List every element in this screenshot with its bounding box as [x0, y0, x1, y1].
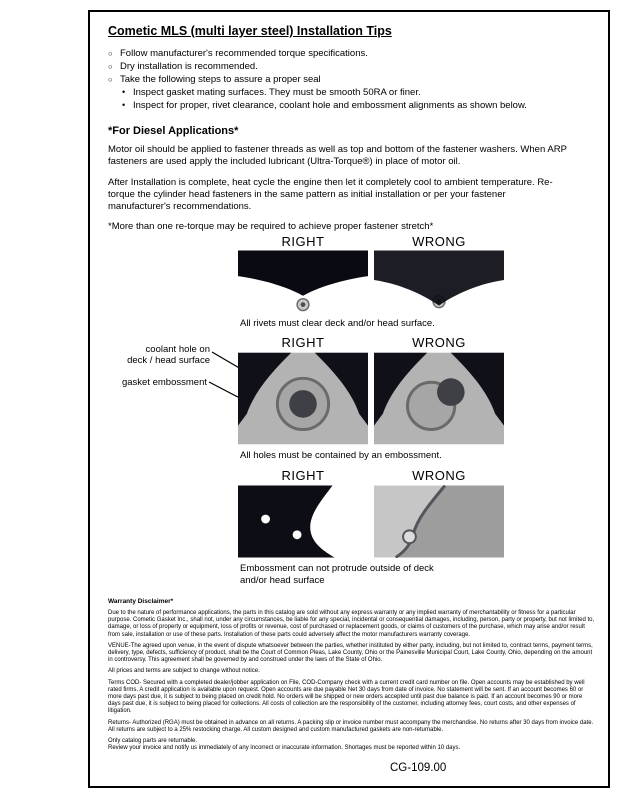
caption-holes: All holes must be contained by an embossment.	[240, 450, 442, 461]
page-frame	[88, 10, 610, 788]
diagram-embossment-wrong-image	[374, 485, 504, 558]
tip-text: Inspect gasket mating surfaces. They must be smooth 50RA or finer.	[133, 87, 421, 98]
warranty-section	[108, 598, 596, 752]
tip-text: Follow manufacturer's recommended torque specifications.	[120, 48, 368, 59]
wrong-label-holes: WRONG	[412, 335, 466, 350]
diesel-note: *More than one re-torque may be required to achieve proper fastener stretch*	[108, 221, 434, 233]
callout-gasket-embossment: gasket embossment	[121, 377, 207, 388]
warranty-paragraph: All prices and terms are subject to change without notice.	[108, 668, 260, 675]
diagram-embossment-right-image	[238, 485, 368, 558]
page-number: CG-109.00	[390, 762, 447, 774]
wrong-label-embossment: WRONG	[412, 468, 466, 483]
right-label-rivets: RIGHT	[281, 234, 325, 249]
warranty-paragraph: Only catalog parts are returnable.	[108, 738, 198, 745]
tip-text: Dry installation is recommended.	[120, 61, 258, 72]
diesel-heading: *For Diesel Applications*	[108, 125, 239, 137]
warranty-paragraph: Due to the nature of performance applications, the parts in this catalog are sold without any express warranty or any implied warranty of merchantability or fitness for a particular purpose. Cometic Gasket Inc., shall not, under any circumstances, be liable for any special, incidental or consequential damages, including, person, party or property, but not limited to, damage, or loss of property or equipment, loss of profits or revenue, cost of purchased or replacement goods, or claims of customers of the purchase, which may arise and/or result from sale, installation or use of these parts. Installation of these parts could adversely affect the motor manufacturers warranty coverage.	[108, 610, 595, 638]
caption-rivets: All rivets must clear deck and/or head surface.	[240, 318, 435, 329]
warranty-paragraph: Terms COD- Secured with a completed dealer/jobber application on File, COD-Company check with a current credit card number on file. Open accounts may be established by well rated firms. A credit application is available upon request. Open accounts are due payable Net 30 days from date of invoice. No statement will be sent. If an account becomes 60 or more days past due, it is subject to being placed on credit hold. No orders will be shipped or new orders accepted until past due balance is paid. If an account becomes 90 or more days past due, it is subject to being placed for collections. All costs of collection are the responsibility of the customer, including attorney fees, court costs, and other expenses of litigation.	[108, 679, 585, 715]
bullet-marker: ○	[108, 49, 113, 58]
tip-subitem	[108, 86, 586, 99]
tip-item	[108, 73, 586, 86]
right-label-embossment: RIGHT	[281, 468, 325, 483]
wrong-label-rivets: WRONG	[412, 234, 466, 249]
tip-text: Inspect for proper, rivet clearance, coolant hole and embossment alignments as shown below.	[133, 100, 527, 111]
warranty-paragraph: VENUE-The agreed upon venue, in the event of dispute whatsoever between the parties, whether instituted by either party, including, but not limited to, contract terms, payment terms, delivery, type, defects, sufficiency of product, shall be the Court of Common Pleas, Lake County, Ohio or the Painesville Municipal Court, Lake County, Ohio, depending on the amount in controversy. This agreement shall be governed by and construed under the laws of the State of Ohio.	[108, 642, 593, 664]
page-title: Cometic MLS (multi layer steel) Installation Tips	[108, 24, 392, 38]
diesel-paragraph-2: After Installation is complete, heat cycle the engine then let it completely cool to ambient temperature. Re-torque the cylinder head fasteners in the same pattern as initial installation or per your fastener manufacturer's recommendations.	[108, 176, 553, 213]
diagram-holes-wrong-image	[374, 352, 504, 445]
warranty-paragraph: Review your invoice and notify us immediately of any incorrect or inaccurate information. Shortages must be reported within 10 days.	[108, 745, 461, 752]
tip-subitem	[108, 99, 586, 112]
tip-item	[108, 60, 586, 73]
tip-item	[108, 47, 586, 60]
warranty-paragraph: Returns- Authorized (RGA) must be obtained in advance on all returns. A packing slip or invoice number must accompany the merchandise. No returns after 30 days from invoice date. All returns are subject to a 25% restocking charge. All custom designed and custom manufactured gaskets are non-returnable.	[108, 719, 594, 733]
diagram-section	[90, 234, 612, 596]
bullet-marker: •	[122, 87, 126, 97]
right-label-holes: RIGHT	[281, 335, 325, 350]
intro-section	[108, 24, 586, 242]
diesel-paragraph-1: Motor oil should be applied to fastener threads as well as top and bottom of the fastener washers. When ARP fasteners are used apply the included lubricant (Ultra-Torque®) in place of motor oil.	[108, 144, 567, 168]
tip-text: Take the following steps to assure a proper seal	[120, 74, 321, 85]
warranty-heading: Warranty Disclaimer*	[108, 598, 174, 605]
callout-coolant-hole: coolant hole on deck / head surface	[127, 344, 210, 366]
bullet-marker: ○	[108, 75, 113, 84]
diagram-rivet-right-image	[238, 250, 368, 312]
bullet-marker: •	[122, 100, 126, 110]
diagram-rivet-wrong-image	[374, 250, 504, 312]
caption-embossment: Embossment can not protrude outside of deck and/or head surface	[240, 563, 434, 586]
diagram-holes-right-image	[238, 352, 368, 445]
bullet-marker: ○	[108, 62, 113, 71]
